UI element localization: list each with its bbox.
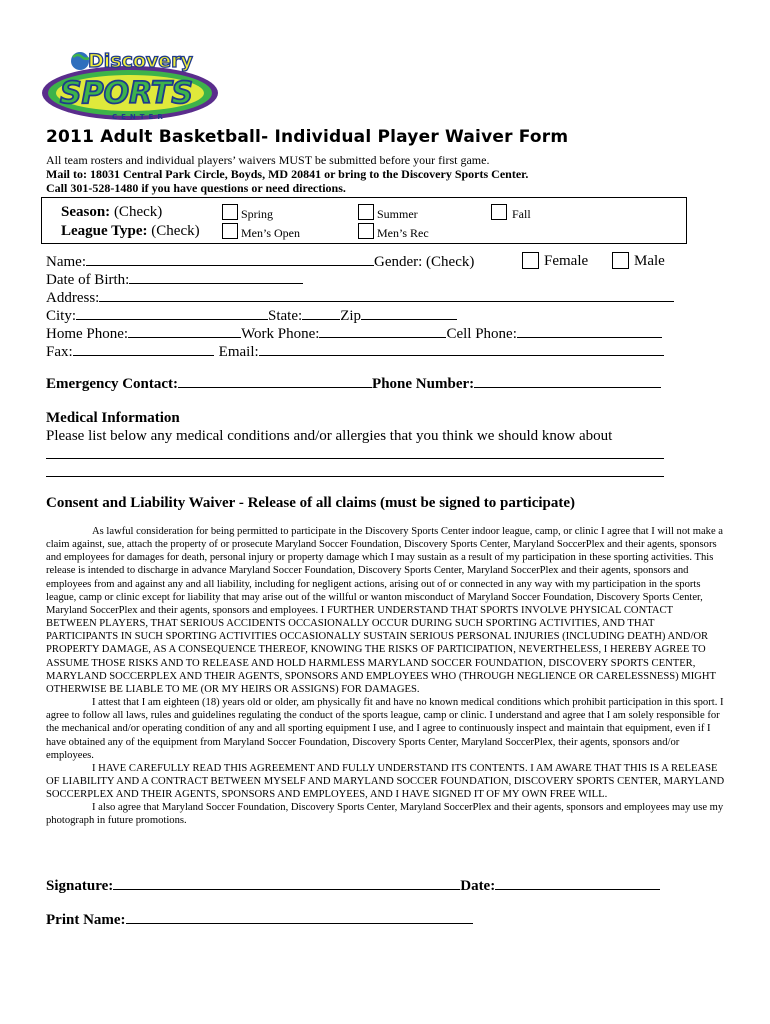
work-phone-field[interactable] xyxy=(319,324,446,338)
address-field[interactable] xyxy=(99,288,674,302)
intro-call: Call 301-528-1480 if you have questions or need directions. xyxy=(46,181,346,195)
emergency-row xyxy=(46,374,661,393)
consent-heading: Consent and Liability Waiver - Release of all claims (must be signed to participate) xyxy=(46,495,576,511)
form-title: 2011 Adult Basketball- Individual Player Waiver Form xyxy=(46,127,569,147)
medical-prompt: Please list below any medical conditions and/or allergies that you think we should know about xyxy=(46,428,613,444)
summer-checkbox[interactable] xyxy=(358,204,374,220)
emergency-contact-field[interactable] xyxy=(178,374,372,388)
discovery-sports-center-logo xyxy=(40,43,225,123)
print-name-label: Print Name: xyxy=(46,912,126,928)
phone-row xyxy=(46,324,662,343)
address-label: Address: xyxy=(46,290,100,306)
medical-line-2[interactable] xyxy=(46,476,664,477)
fax-email-row xyxy=(46,342,664,361)
logo-word-sports: SPORTS xyxy=(60,76,193,111)
name-row xyxy=(46,252,474,271)
waiver-paragraph-1: As lawful consideration for being permitted to participate in the Discovery Sports Center indoor league, camp, or clinic I agree that I will not make a claim against, sue, attach the property of or prosecute Maryland Soccer Foundation, Discovery Sports Center, Maryland SoccerPlex and their agents, sponsors and employees for damages for death, personal injury or property damage which I may sustain as a result of my participation in these sporting activities. This release is intended to discharge in advance Maryland Soccer Foundation, Discovery Sports Center, Maryland SoccerPlex and their agents, sponsors and employees from and against any and all liability, including for negligent actions, arising out of or connected in any way with my participation in the sports league, camp or clinic except for liability that may arise out of the willful or wanton misconduct of Maryland Soccer Foundation, Discovery Sports Center, Maryland SoccerPlex and their agents, sponsors and employees. I FURTHER UNDERSTAND THAT SPORTS INVOLVE PHYSICAL CONTACT BETWEEN PLAYERS, THAT SERIOUS ACCIDENTS OCCASIONALLY OCCUR DURING SUCH SPORTING ACTIVITIES, AND THAT PARTICIPANTS IN SUCH SPORTING ACTIVITIES OCCASIONALLY SUSTAIN SERIOUS PERSONAL INJURIES (INCLUDING DEATH) AND/OR PROPERTY DAMAGE, AS A CONSEQUENCE THEREOF, KNOWING THE RISKS OF PARTICIPATION, NEVERTHELESS, I HEREBY AGREE TO ASSUME THOSE RISKS AND TO RELEASE AND HOLD HARMLESS MARYLAND SOCCER FOUNDATION, DISCOVERY SPORTS CENTER, MARYLAND SOCCERPLEX AND THEIR AGENTS, SPONSORS AND EMPLOYEES WHO (THROUGH NEGLIENCE OR CARELESSNESS) MIGHT OTHERWISE BE LIABLE TO ME (OR MY HEIRS OR ASSIGNS) FOR DAMAGES. xyxy=(46,526,724,695)
email-label: Email: xyxy=(218,344,259,360)
city-field[interactable] xyxy=(76,306,268,320)
logo-word-discovery: Discovery xyxy=(88,50,193,72)
waiver-text xyxy=(46,525,726,828)
work-phone-label: Work Phone: xyxy=(241,326,320,342)
dob-row xyxy=(46,270,303,289)
gender-label: Gender: (Check) xyxy=(373,254,475,270)
date-label: Date: xyxy=(460,878,496,894)
address-row xyxy=(46,288,674,307)
date-field[interactable] xyxy=(495,876,660,890)
fax-field[interactable] xyxy=(73,342,214,356)
logo-word-center: CENTER xyxy=(112,113,167,121)
medical-heading: Medical Information xyxy=(46,410,180,426)
fall-checkbox[interactable] xyxy=(491,204,507,220)
male-checkbox[interactable] xyxy=(612,252,629,269)
waiver-paragraph-4: I also agree that Maryland Soccer Foundation, Discovery Sports Center, Maryland SoccerPlex and their agents, sponsors and employees may use my photograph in future promotions. xyxy=(46,802,724,827)
signature-field[interactable] xyxy=(113,876,460,890)
waiver-paragraph-3: I HAVE CAREFULLY READ THIS AGREEMENT AND FULLY UNDERSTAND ITS CONTENTS. I AM AWARE THAT THIS IS A RELEASE OF LIABILITY AND A CONTRACT BETWEEN MYSELF AND MARYLAND SOCCER FOUNDATION, DISCOVERY SPORTS CENTER, MARYLAND SOCCERPLEX AND THEIR AGENTS, SPONSORS AND EMPLOYEES, AND I HAVE SIGNED IT OF MY OWN FREE WILL. xyxy=(46,762,725,801)
emergency-phone-field[interactable] xyxy=(474,374,661,388)
zip-field[interactable] xyxy=(361,306,457,320)
mens-open-label: Men’s Open xyxy=(241,226,300,240)
intro-mail-to: Mail to: 18031 Central Park Circle, Boyds, MD 20841 or bring to the Discovery Sports Center. xyxy=(46,167,529,181)
state-label: State: xyxy=(268,308,303,324)
fax-label: Fax: xyxy=(46,344,73,360)
season-league-box xyxy=(41,197,687,244)
dob-label: Date of Birth: xyxy=(46,272,130,288)
cell-phone-field[interactable] xyxy=(517,324,662,338)
emergency-contact-label: Emergency Contact: xyxy=(46,376,179,392)
print-name-row xyxy=(46,910,473,929)
male-label: Male xyxy=(634,253,665,269)
league-row-label: League Type: (Check) xyxy=(61,223,200,239)
spring-checkbox[interactable] xyxy=(222,204,238,220)
signature-label: Signature: xyxy=(46,878,114,894)
mens-rec-checkbox[interactable] xyxy=(358,223,374,239)
mens-open-checkbox[interactable] xyxy=(222,223,238,239)
female-label: Female xyxy=(544,253,589,269)
waiver-paragraph-2: I attest that I am eighteen (18) years old or older, am physically fit and have no known medical conditions which prohibit participation in this sport. I agree to follow all laws, rules and guidelines regulating the conduct of the sports league, camp or clinic. I understand and agree that I am solely responsible for the mechanical and/or operating condition of any and all sporting equipment I use, and I agree to continuously inspect and maintain that equipment, even if I have obtained any of the equipment from Maryland Soccer Foundation, Discovery Sports Center, Maryland SoccerPlex, their agents, sponsors and/or employees. xyxy=(46,697,724,761)
female-checkbox[interactable] xyxy=(522,252,539,269)
name-field[interactable] xyxy=(86,252,374,266)
signature-row xyxy=(46,876,660,895)
print-name-field[interactable] xyxy=(126,910,473,924)
intro-line-1: All team rosters and individual players’ waivers MUST be submitted before your first game. xyxy=(46,153,490,167)
fall-label: Fall xyxy=(512,207,531,221)
email-field[interactable] xyxy=(259,342,664,356)
city-row xyxy=(46,306,457,325)
phone-number-label: Phone Number: xyxy=(372,376,475,392)
zip-label: Zip xyxy=(340,308,362,324)
summer-label: Summer xyxy=(377,207,418,221)
city-label: City: xyxy=(46,308,77,324)
medical-line-1[interactable] xyxy=(46,458,664,459)
spring-label: Spring xyxy=(241,207,274,221)
home-phone-field[interactable] xyxy=(128,324,241,338)
dob-field[interactable] xyxy=(129,270,303,284)
name-label: Name: xyxy=(46,254,86,270)
cell-phone-label: Cell Phone: xyxy=(446,326,517,342)
season-row-label: Season: (Check) xyxy=(61,204,163,220)
mens-rec-label: Men’s Rec xyxy=(377,226,429,240)
state-field[interactable] xyxy=(302,306,340,320)
home-phone-label: Home Phone: xyxy=(46,326,129,342)
